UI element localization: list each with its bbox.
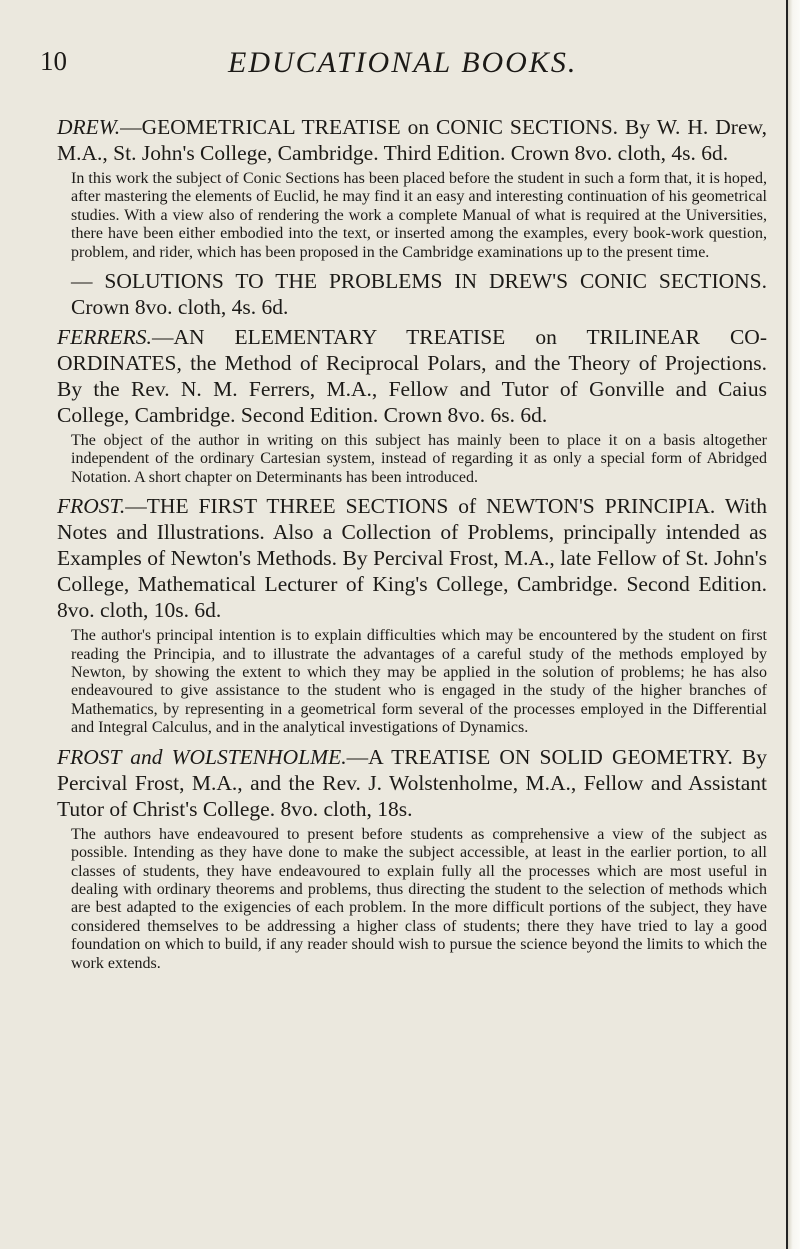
entry-heading xyxy=(57,114,767,166)
entry-author: DREW. xyxy=(57,115,121,139)
entry-title: —THE FIRST THREE SECTIONS of NEWTON'S PRINCIPIA. With Notes and Illustrations. Also a Collection of Problems, principally intended as Examples of Newton's Methods. By Percival Frost, M.A., late Fellow of St. John's College, Mathematical Lecturer of King's College, Cambridge. Second Edition. 8vo. cloth, 10s. 6d. xyxy=(57,494,767,623)
catalogue-entry-drew xyxy=(57,114,767,262)
entry-title: —GEOMETRICAL TREATISE on CONIC SECTIONS. By W. H. Drew, M.A., St. John's College, Cambridge. Third Edition. Crown 8vo. cloth, 4s. 6d. xyxy=(57,115,767,165)
catalogue-entry-drew-solutions xyxy=(57,268,767,324)
page-edge xyxy=(786,0,800,1249)
entry-heading xyxy=(57,493,767,623)
catalogue-entry-frost xyxy=(57,493,767,737)
entry-description: In this work the subject of Conic Sections has been placed before the student in such a form that, it is hoped, after mastering the elements of Euclid, he may find it an easy and interesting continuation of his geometrical studies. With a view also of rendering the work a complete Manual of what is required at the Universities, there have been either embodied into the text, or inserted among the examples, every book-work question, problem, and rider, which has been proposed in the Cambridge examinations up to the present time. xyxy=(71,170,767,261)
entry-description: The object of the author in writing on this subject has mainly been to place it on a basis altogether independent of the ordinary Cartesian system, instead of regarding it as only a special form of Abridged Notation. A short chapter on Determinants has been introduced. xyxy=(71,432,767,486)
entry-title: —AN ELEMENTARY TREATISE on TRILINEAR CO-ORDINATES, the Method of Reciprocal Polars, and the Theory of Projections. By the Rev. N. M. Ferrers, M.A., Fellow and Tutor of Gonville and Caius College, Cambridge. Second Edition. Crown 8vo. 6s. 6d. xyxy=(57,325,767,428)
running-title: EDUCATIONAL BOOKS. xyxy=(228,46,578,79)
entry-heading xyxy=(57,324,767,428)
catalogue-entry-ferrers xyxy=(57,324,767,487)
catalogue-content xyxy=(57,114,767,979)
entry-description: The author's principal intention is to explain difficulties which may be encountered by the student on first reading the Principia, and to illustrate the advantages of a careful study of the methods employed by Newton, by showing the extent to which they may be applied in the solution of problems; he has also endeavoured to give assistance to the student who is engaged in the study of the higher branches of Mathematics, by representing in a geometrical form several of the processes employed in the Differential and Integral Calculus, and in the analytical investigations of Dynamics. xyxy=(71,627,767,737)
entry-heading xyxy=(71,268,767,320)
entry-description: The authors have endeavoured to present before students as comprehensive a view of the subject as possible. Intending as they have done to make the subject accessible, at least in the earlier portion, to all classes of students, they have endeavoured to explain fully all the processes which are most useful in dealing with ordinary theorems and problems, thus directing the student to the selection of methods which are best adapted to the exigencies of each problem. In the more difficult portions of the subject, they have considered themselves to be addressing a higher class of students; there they have tried to lay a good foundation on which to build, if any reader should wish to pursue the science beyond the limits to which the work extends. xyxy=(71,825,767,972)
entry-heading xyxy=(57,744,767,822)
entry-title: —A TREATISE ON SOLID GEOMETRY. By Percival Frost, M.A., and the Rev. J. Wolstenholme, M.A., Fellow and Assistant Tutor of Christ's College. 8vo. cloth, 18s. xyxy=(57,744,767,821)
running-head xyxy=(0,46,788,86)
catalogue-entry-frost-wolstenholme xyxy=(57,744,767,973)
entry-author: FROST. xyxy=(57,494,126,519)
entry-author: FERRERS. xyxy=(57,325,152,350)
entry-author: FROST and WOLSTENHOLME. xyxy=(57,744,347,769)
page-number: 10 xyxy=(40,46,67,76)
entry-title: — SOLUTIONS TO THE PROBLEMS IN DREW'S CONIC SECTIONS. Crown 8vo. cloth, 4s. 6d. xyxy=(71,269,767,320)
